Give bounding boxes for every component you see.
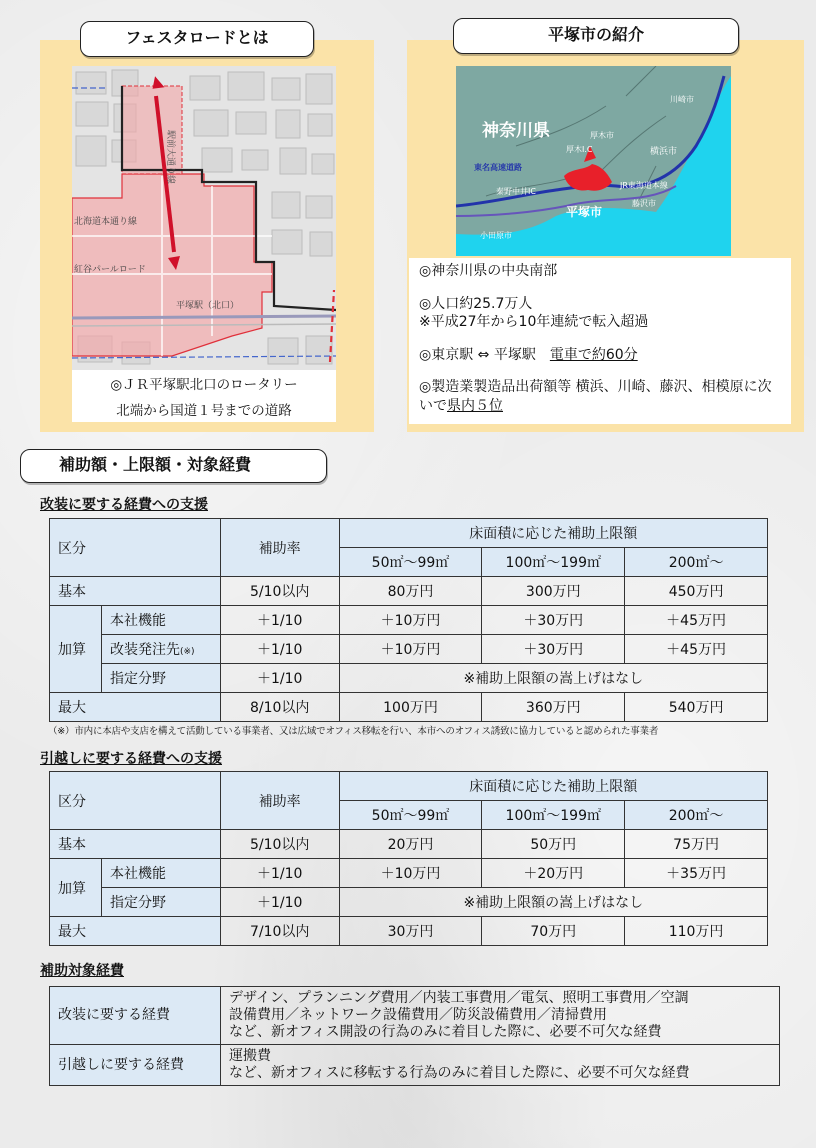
renov-order-small: ＋10万円 bbox=[339, 635, 482, 664]
renov-order-label: 改装発注先 bbox=[109, 642, 180, 658]
info-manufacturing-prefix: ◎製造業製造品出荷額等 横浜、川崎、藤沢、相模原に次いで bbox=[419, 379, 772, 414]
info-location: ◎神奈川県の中央南部 bbox=[419, 263, 558, 279]
renov-field-note: ※補助上限額の嵩上げはなし bbox=[339, 664, 767, 693]
renovation-table bbox=[49, 518, 768, 722]
renov-field-rate: ＋1/10 bbox=[220, 664, 339, 693]
renov-order-cell bbox=[101, 635, 220, 664]
items-title: 補助対象経費 bbox=[40, 963, 124, 979]
renov-order-medium: ＋30万円 bbox=[482, 635, 625, 664]
move-size-small: 50㎡～99㎡ bbox=[339, 801, 482, 830]
renov-head-limit: 床面積に応じた補助上限額 bbox=[339, 519, 767, 548]
renov-basic-label: 基本 bbox=[50, 577, 221, 606]
renov-max-rate: 8/10以内 bbox=[220, 693, 339, 722]
renov-max-small: 100万円 bbox=[339, 693, 482, 722]
info-access bbox=[419, 346, 781, 365]
renov-head-rate: 補助率 bbox=[220, 519, 339, 577]
renov-order-mark: (※) bbox=[179, 647, 195, 657]
items-table bbox=[49, 986, 780, 1086]
move-basic-large: 75万円 bbox=[625, 830, 768, 859]
map-label-jr: JR東海道本線 bbox=[620, 181, 668, 190]
move-hq-large: ＋35万円 bbox=[625, 859, 768, 888]
move-hq-small: ＋10万円 bbox=[339, 859, 482, 888]
items-moving-desc bbox=[221, 1045, 780, 1086]
renov-size-large: 200㎡～ bbox=[625, 548, 768, 577]
items-renovation-desc bbox=[221, 987, 780, 1045]
kanagawa-map bbox=[456, 66, 731, 256]
info-access-time: 電車で約60分 bbox=[549, 346, 638, 363]
subsidy-section-title: 補助額・上限額・対象経費 bbox=[20, 449, 327, 483]
table-row bbox=[50, 635, 768, 664]
items-renovation-label: 改装に要する経費 bbox=[50, 987, 221, 1045]
move-field-label: 指定分野 bbox=[101, 888, 220, 917]
table-row bbox=[50, 1045, 780, 1086]
map-label-ekimae: 駅前大通り線 bbox=[165, 130, 175, 185]
move-max-rate: 7/10以内 bbox=[220, 917, 339, 946]
table-row bbox=[50, 693, 768, 722]
hiratsuka-info bbox=[409, 258, 791, 424]
items-renovation-line2: 設備費用／ネットワーク設備費用／防災設備費用／清掃費用 bbox=[229, 1007, 607, 1023]
festa-caption bbox=[72, 370, 336, 422]
move-addition-label: 加算 bbox=[50, 859, 102, 917]
renovation-title: 改装に要する経費への支援 bbox=[40, 497, 208, 513]
move-max-label: 最大 bbox=[50, 917, 221, 946]
renov-hq-rate: ＋1/10 bbox=[220, 606, 339, 635]
items-moving-label: 引越しに要する経費 bbox=[50, 1045, 221, 1086]
move-basic-small: 20万円 bbox=[339, 830, 482, 859]
move-head-rate: 補助率 bbox=[220, 772, 339, 830]
move-field-note: ※補助上限額の嵩上げはなし bbox=[339, 888, 767, 917]
map-label-fujisawa: 藤沢市 bbox=[632, 199, 656, 208]
move-basic-rate: 5/10以内 bbox=[220, 830, 339, 859]
renov-order-rate: ＋1/10 bbox=[220, 635, 339, 664]
move-head-category: 区分 bbox=[50, 772, 221, 830]
table-row bbox=[50, 606, 768, 635]
move-hq-label: 本社機能 bbox=[101, 859, 220, 888]
renov-hq-small: ＋10万円 bbox=[339, 606, 482, 635]
renov-max-label: 最大 bbox=[50, 693, 221, 722]
map-label-hokkaido: 北海道本通り線 bbox=[74, 217, 138, 227]
renovation-footnote: （※）市内に本店や支店を構えて活動している事業者、又は広域でオフィス移転を行い、本市へのオフィス誘致に協力していると認められた事業者 bbox=[48, 726, 659, 737]
festa-caption-line2: 北端から国道１号までの道路 bbox=[116, 403, 292, 419]
renov-addition-label: 加算 bbox=[50, 606, 102, 693]
map-label-odawara: 小田原市 bbox=[480, 231, 512, 240]
info-manufacturing-rank: 県内５位 bbox=[447, 397, 503, 414]
move-head-limit: 床面積に応じた補助上限額 bbox=[339, 772, 767, 801]
map-label-hadano-ic: 秦野中井IC bbox=[496, 187, 536, 196]
renov-order-large: ＋45万円 bbox=[625, 635, 768, 664]
info-manufacturing bbox=[419, 378, 781, 415]
table-row bbox=[50, 859, 768, 888]
renov-field-label: 指定分野 bbox=[101, 664, 220, 693]
festa-road-map bbox=[72, 66, 336, 370]
moving-table bbox=[49, 771, 768, 946]
renov-basic-rate: 5/10以内 bbox=[220, 577, 339, 606]
map-label-yokohama: 横浜市 bbox=[650, 147, 678, 157]
map-label-station: 平塚駅（北口） bbox=[176, 301, 240, 311]
table-row bbox=[50, 830, 768, 859]
move-max-small: 30万円 bbox=[339, 917, 482, 946]
move-basic-label: 基本 bbox=[50, 830, 221, 859]
move-size-medium: 100㎡～199㎡ bbox=[482, 801, 625, 830]
renov-basic-medium: 300万円 bbox=[482, 577, 625, 606]
items-moving-line2: など、新オフィスに移転する行為のみに着目した際に、必要不可欠な経費 bbox=[229, 1065, 690, 1081]
table-row bbox=[50, 577, 768, 606]
move-max-medium: 70万円 bbox=[482, 917, 625, 946]
map-label-beniya: 紅谷パールロード bbox=[74, 265, 146, 275]
info-access-prefix: ◎東京駅 ⇔ 平塚駅 bbox=[419, 346, 550, 363]
renov-hq-label: 本社機能 bbox=[101, 606, 220, 635]
table-row bbox=[50, 664, 768, 693]
renov-hq-large: ＋45万円 bbox=[625, 606, 768, 635]
renov-hq-medium: ＋30万円 bbox=[482, 606, 625, 635]
table-row bbox=[50, 888, 768, 917]
renov-max-medium: 360万円 bbox=[482, 693, 625, 722]
moving-title: 引越しに要する経費への支援 bbox=[40, 751, 222, 767]
move-size-large: 200㎡～ bbox=[625, 801, 768, 830]
items-moving-line1: 運搬費 bbox=[229, 1048, 271, 1064]
map-label-tomei: 東名高速道路 bbox=[474, 163, 522, 172]
table-row bbox=[50, 987, 780, 1045]
items-renovation-line3: など、新オフィス開設の行為のみに着目した際に、必要不可欠な経費 bbox=[229, 1024, 662, 1040]
move-field-rate: ＋1/10 bbox=[220, 888, 339, 917]
renov-head-category: 区分 bbox=[50, 519, 221, 577]
map-label-kanagawa: 神奈川県 bbox=[482, 121, 550, 141]
renov-max-large: 540万円 bbox=[625, 693, 768, 722]
renov-size-medium: 100㎡～199㎡ bbox=[482, 548, 625, 577]
map-label-kawasaki: 川崎市 bbox=[670, 95, 694, 104]
move-hq-rate: ＋1/10 bbox=[220, 859, 339, 888]
map-label-hiratsuka: 平塚市 bbox=[566, 205, 603, 219]
move-hq-medium: ＋20万円 bbox=[482, 859, 625, 888]
renov-basic-small: 80万円 bbox=[339, 577, 482, 606]
festa-title: フェスタロードとは bbox=[80, 21, 314, 57]
map-label-atsugi-city: 厚木市 bbox=[590, 131, 614, 140]
move-basic-medium: 50万円 bbox=[482, 830, 625, 859]
renov-size-small: 50㎡～99㎡ bbox=[339, 548, 482, 577]
festa-caption-line1: ◎ＪＲ平塚駅北口のロータリー bbox=[110, 377, 298, 393]
move-max-large: 110万円 bbox=[625, 917, 768, 946]
renov-basic-large: 450万円 bbox=[625, 577, 768, 606]
info-population-note: ※平成27年から10年連続で転入超過 bbox=[419, 314, 649, 330]
hiratsuka-title: 平塚市の紹介 bbox=[453, 18, 739, 54]
info-population: ◎人口約25.7万人 bbox=[419, 295, 533, 312]
items-renovation-line1: デザイン、プランニング費用／内装工事費用／電気、照明工事費用／空調 bbox=[229, 990, 689, 1006]
table-row bbox=[50, 917, 768, 946]
map-label-atsugi-ic: 厚木I.C bbox=[566, 145, 593, 154]
